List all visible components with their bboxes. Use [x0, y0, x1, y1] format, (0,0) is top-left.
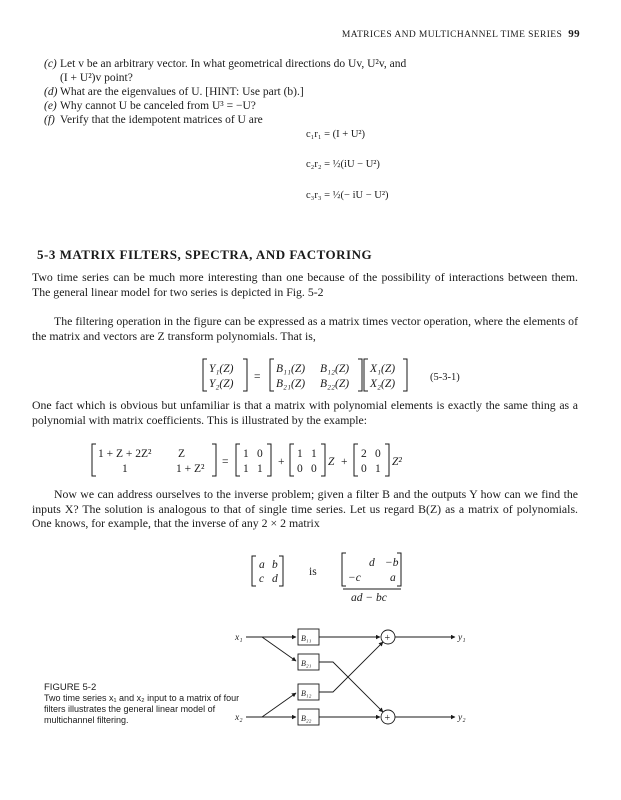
eq-x1: X₁(Z) [370, 363, 396, 375]
question-text: What are the eigenvalues of U. [HINT: Use part (b).] [60, 86, 304, 98]
inv-n21: −c [348, 572, 361, 584]
bracket [358, 359, 362, 391]
ex-b11: 1 [297, 448, 303, 460]
inv-n22: a [390, 572, 396, 584]
equation-number: (5-3-1) [430, 372, 460, 383]
bracket [243, 359, 247, 391]
ex-z1: Z [328, 456, 335, 468]
question-text: Verify that the idempotent matrices of U are [60, 114, 263, 126]
question-label: (d) [44, 86, 58, 98]
x1-to-b21-line [262, 637, 296, 661]
inv-n11: d [369, 557, 375, 569]
bracket [354, 444, 358, 476]
idempotent-3: c₃r₃ = ½(− iU − U²) [306, 190, 389, 201]
bracket [252, 556, 256, 586]
ex-m21: 1 [122, 463, 128, 475]
inv-a: a [259, 559, 265, 571]
eq-b11: B₁₁(Z) [276, 363, 306, 375]
section-heading: 5-3 MATRIX FILTERS, SPECTRA, AND FACTORING [37, 247, 373, 262]
eq-y2: Y₂(Z) [209, 378, 234, 390]
figure-5-2-diagram [246, 629, 455, 725]
inv-n12: −b [385, 557, 399, 569]
inv-b: b [272, 559, 278, 571]
paragraph-3: One fact which is obvious but unfamiliar is that a matrix with polynomial elements is exactly the same thing as a polynomial with matrix coefficients. This is illustrated by the example: [32, 398, 578, 427]
sum-plus-1: + [384, 633, 391, 644]
idempotent-2: c₂r₂ = ½(iU − U²) [306, 159, 380, 170]
ex-z2: Z² [392, 456, 402, 468]
equation-5-3-1 [203, 359, 460, 391]
bracket [364, 359, 368, 391]
paragraph-4: Now we can address ourselves to the inverse problem; given a filter B and the outputs Y how can we find the inputs X? The solution is analogous to that of single time series. Let us regard B(Z) as a matrix of polynomials. One knows, for example, that the inverse of any 2 × 2 matrix [32, 487, 578, 531]
label-b21: B₂₁ [301, 659, 312, 668]
inv-d: d [272, 573, 278, 585]
b12-to-sum1-line [319, 642, 383, 692]
label-x2: x₂ [235, 713, 243, 723]
bracket [290, 444, 294, 476]
question-c-continuation: (I + U²)v point? [60, 72, 133, 84]
sum-plus-2: + [384, 713, 391, 724]
paragraph-1: Two time series can be much more interesting than one because of the possibility of interactions between them. The general linear model for two series is depicted in Fig. 5-2 [32, 270, 578, 299]
eq-equals: = [254, 371, 261, 383]
question-text: Why cannot U be canceled from U³ = −U? [60, 100, 256, 112]
equation-example [92, 444, 402, 476]
question-label: (f) [44, 114, 55, 126]
bracket [267, 444, 271, 476]
x2-to-b12-line [262, 693, 296, 717]
label-y2: y₂ [458, 713, 466, 723]
label-b11: B₁₁ [301, 634, 312, 643]
ex-a22: 1 [257, 463, 263, 475]
ex-equals: = [222, 456, 229, 468]
bracket [321, 444, 325, 476]
bracket [342, 553, 346, 586]
bracket [279, 556, 283, 586]
ex-plus: + [278, 456, 285, 468]
bracket [212, 444, 216, 476]
ex-c11: 2 [361, 448, 367, 460]
question-label: (c) [44, 58, 57, 70]
inv-is: is [309, 566, 317, 578]
ex-c12: 0 [375, 448, 381, 460]
label-y1: y₁ [458, 633, 466, 643]
ex-m11: 1 + Z + 2Z² [98, 448, 152, 460]
bracket [385, 444, 389, 476]
ex-b22: 0 [311, 463, 317, 475]
ex-m22: 1 + Z² [176, 463, 205, 475]
bracket [403, 359, 407, 391]
b21-to-sum2-line [319, 662, 383, 712]
ex-c21: 0 [361, 463, 367, 475]
question-text: Let v be an arbitrary vector. In what geometrical directions do Uv, U²v, and [60, 58, 407, 70]
paragraph-2: The filtering operation in the figure can be expressed as a matrix times vector operation, where the elements of the matrix and vectors are Z transform polynomials. That is, [32, 314, 578, 343]
equation-inverse [252, 553, 401, 604]
page-number: 99 [568, 28, 580, 40]
question-label: (e) [44, 100, 57, 112]
label-b22: B₂₂ [301, 714, 312, 723]
ex-a11: 1 [243, 448, 249, 460]
inv-c: c [259, 573, 265, 585]
eq-b12: B₁₂(Z) [320, 363, 350, 375]
idempotent-1: c₁r₁ = (I + U²) [306, 129, 366, 140]
eq-x2: X₂(Z) [370, 378, 396, 390]
figure-title: FIGURE 5-2 [44, 682, 97, 693]
label-x1: x₁ [235, 633, 243, 643]
inv-denominator: ad − bc [351, 592, 387, 604]
eq-b22: B₂₂(Z) [320, 378, 350, 390]
figure-caption-text: Two time series x₁ and x₂ input to a matrix of four filters illustrates the general linear model of multichannel filtering. [44, 693, 240, 725]
eq-b21: B₂₁(Z) [276, 378, 306, 390]
ex-c22: 1 [375, 463, 381, 475]
ex-b12: 1 [311, 448, 317, 460]
bracket [203, 359, 207, 391]
ex-a21: 1 [243, 463, 249, 475]
ex-plus-2: + [341, 456, 348, 468]
ex-m12: Z [178, 448, 186, 460]
bracket [92, 444, 96, 476]
bracket [270, 359, 274, 391]
ex-b21: 0 [297, 463, 303, 475]
bracket [236, 444, 240, 476]
eq-y1: Y₁(Z) [209, 363, 234, 375]
ex-a12: 0 [257, 448, 263, 460]
label-b12: B₁₂ [301, 689, 312, 698]
running-title: MATRICES AND MULTICHANNEL TIME SERIES [341, 30, 563, 40]
